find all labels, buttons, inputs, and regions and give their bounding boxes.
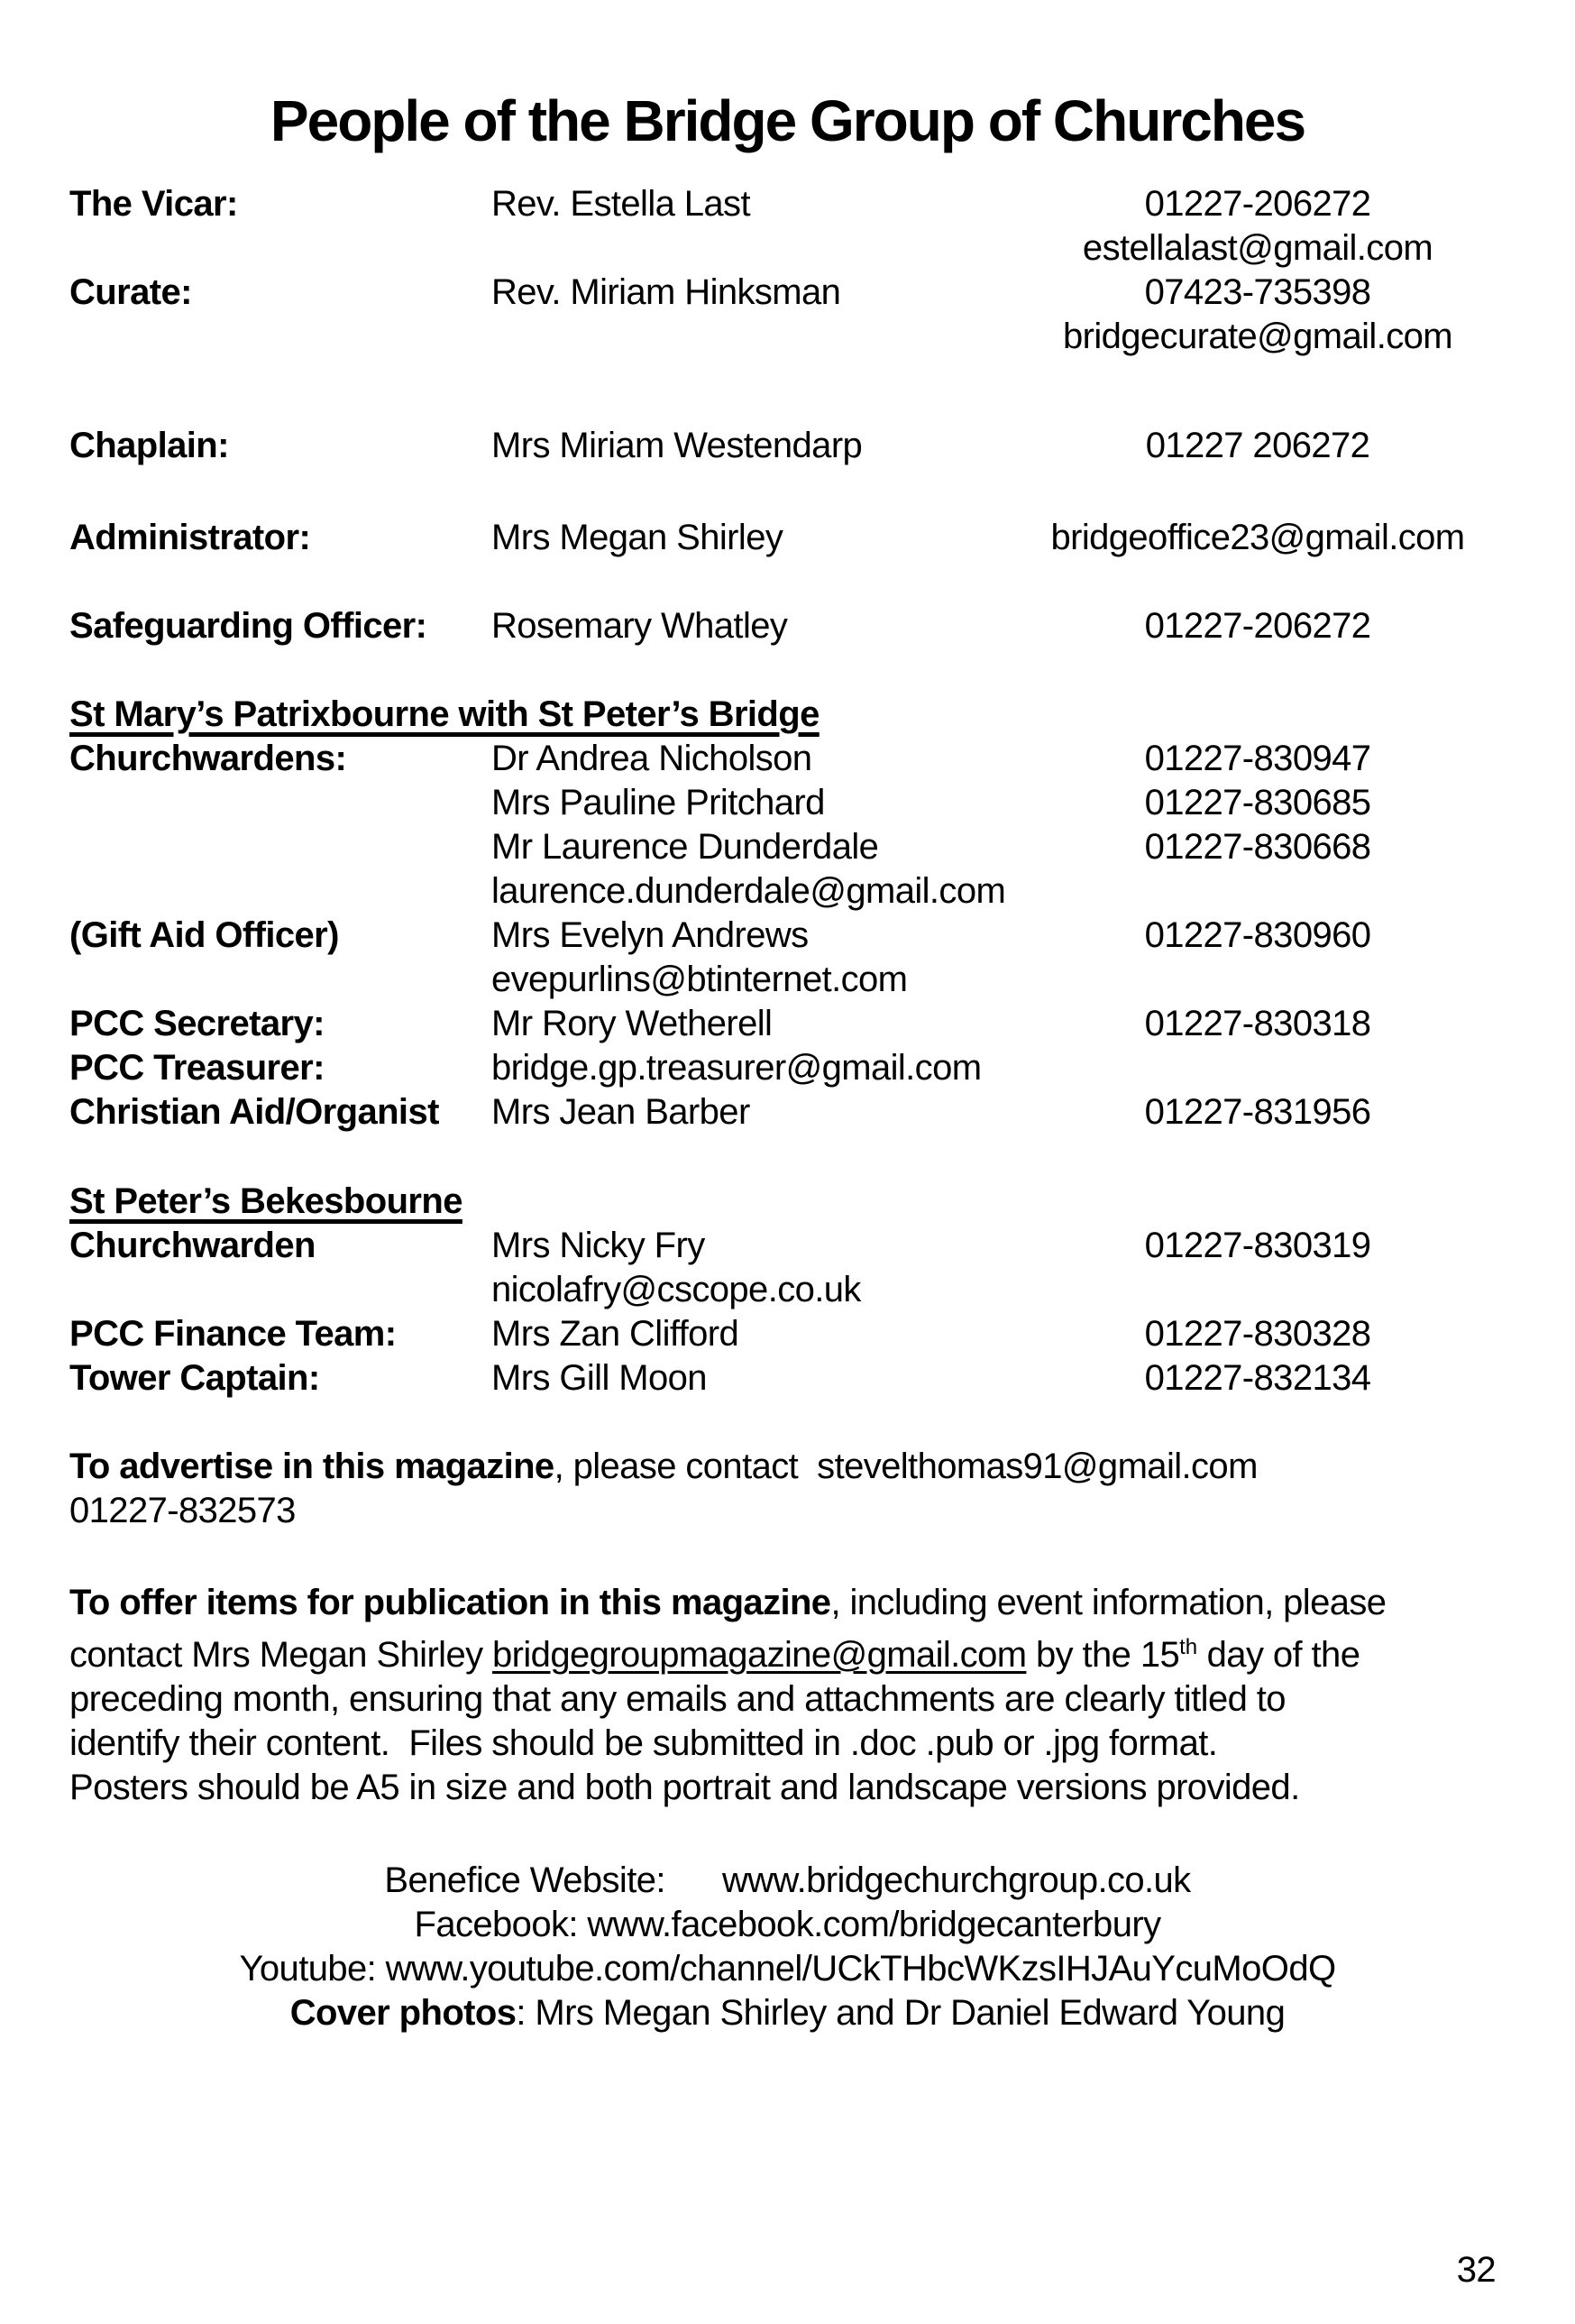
person-name: Mrs Evelyn Andrews: [491, 915, 809, 955]
page-title: People of the Bridge Group of Churches: [270, 88, 1305, 153]
role-label: [69, 226, 491, 271]
directory-row: [0, 825, 1575, 869]
contact-value: [1010, 958, 1506, 1002]
directory-row: [0, 516, 1575, 560]
person-name: Rosemary Whatley: [491, 606, 788, 646]
directory-row: [0, 1046, 1575, 1090]
directory-row: [0, 1356, 1575, 1401]
submission-segment: th: [1179, 1635, 1198, 1659]
contact-value: 01227-206272: [1144, 606, 1371, 646]
contact-value: 07423-735398: [1144, 272, 1371, 312]
contact-value: 01227-830947: [1144, 739, 1371, 778]
directory-row: [0, 424, 1575, 468]
directory-row: [0, 737, 1575, 781]
advertise-line: [69, 1445, 1506, 1489]
person-name: Rev. Estella Last: [491, 184, 750, 224]
section-heading: [69, 1180, 1506, 1224]
role-label: PCC Finance Team:: [69, 1314, 397, 1354]
submission-line: [69, 1625, 1506, 1677]
role-label: Chaplain:: [69, 426, 229, 465]
contact-value: 01227-830318: [1144, 1004, 1371, 1043]
contact-value: bridgecurate@gmail.com: [1062, 317, 1453, 356]
advertise-segment: To advertise in this magazine: [69, 1447, 554, 1486]
role-label: Safeguarding Officer:: [69, 606, 427, 646]
submission-line: [69, 1722, 1506, 1766]
role-label: Curate:: [69, 272, 192, 312]
submission-line: [69, 1581, 1506, 1625]
person-name: Rev. Miriam Hinksman: [491, 272, 841, 312]
submission-segment: bridgegroupmagazine@gmail.com: [492, 1635, 1027, 1675]
footer-segment: Facebook: www.facebook.com/bridgecanterbury: [414, 1905, 1161, 1944]
role-label: The Vicar:: [69, 184, 238, 224]
role-label: [69, 315, 491, 359]
person-name: Mrs Gill Moon: [491, 1358, 707, 1398]
directory-row: [0, 271, 1575, 315]
section-heading-text: St Mary’s Patrixbourne with St Peter’s Bridge: [69, 694, 820, 734]
magazine-page: [0, 87, 1575, 2324]
person-name: laurence.dunderdale@gmail.com: [491, 871, 1006, 911]
person-name: Mrs Megan Shirley: [491, 518, 783, 557]
contact-value: estellalast@gmail.com: [1082, 228, 1433, 268]
directory-row: [0, 1224, 1575, 1268]
role-label: [69, 825, 491, 869]
footer-line: [0, 1903, 1575, 1947]
advertise-note: [69, 1445, 1506, 1533]
submission-segment: , including event information, please: [830, 1583, 1387, 1622]
submission-note: [69, 1581, 1506, 1810]
directory-row: [0, 604, 1575, 648]
contact-value: 01227-832134: [1144, 1358, 1371, 1398]
role-label: (Gift Aid Officer): [69, 915, 339, 955]
directory-row: [0, 315, 1575, 359]
person-name: Mrs Nicky Fry: [491, 1226, 705, 1265]
submission-line: [69, 1766, 1506, 1810]
role-label: Administrator:: [69, 518, 311, 557]
role-label: [69, 1268, 491, 1312]
submission-segment: day of the: [1197, 1635, 1360, 1675]
advertise-line: [69, 1489, 1506, 1533]
role-label: [69, 781, 491, 825]
role-label: PCC Treasurer:: [69, 1048, 325, 1088]
submission-segment: identify their content. Files should be submitted in .doc .pub or .jpg format.: [69, 1723, 1218, 1763]
footer-segment: Cover photos: [289, 1993, 517, 2033]
footer-line: [0, 1859, 1575, 1903]
submission-segment: by the 15: [1026, 1635, 1180, 1675]
directory-row: [0, 1090, 1575, 1134]
advertise-segment: 01227-832573: [69, 1491, 296, 1530]
contact-value: 01227-831956: [1144, 1092, 1371, 1132]
section-heading: [69, 693, 1506, 737]
contact-value: 01227-830668: [1144, 827, 1371, 867]
submission-line: [69, 1677, 1506, 1722]
person-name: Mrs Zan Clifford: [491, 1314, 739, 1354]
contact-value: 01227-830319: [1144, 1226, 1371, 1265]
footer-segment: Youtube: www.youtube.com/channel/UCkTHbcWKzsIHJAuYcuMoOdQ: [239, 1949, 1336, 1989]
directory-row: [0, 781, 1575, 825]
contact-value: [1010, 1268, 1506, 1312]
person-name: Mrs Miriam Westendarp: [491, 426, 863, 465]
submission-segment: preceding month, ensuring that any emails and attachments are clearly titled to: [69, 1679, 1286, 1719]
section-heading-text: St Peter’s Bekesbourne: [69, 1181, 462, 1221]
submission-segment: Posters should be A5 in size and both portrait and landscape versions provided.: [69, 1768, 1300, 1807]
person-name: [491, 226, 1010, 271]
person-name: [491, 315, 1010, 359]
role-label: Churchwarden: [69, 1226, 316, 1265]
directory-row: [0, 914, 1575, 958]
directory-row: [0, 1312, 1575, 1356]
role-label: Churchwardens:: [69, 739, 347, 778]
person-name: Mr Laurence Dunderdale: [491, 827, 879, 867]
advertise-segment: , please contact stevelthomas91@gmail.com: [554, 1447, 1258, 1486]
role-label: [69, 869, 491, 914]
footer-line: [0, 1991, 1575, 2035]
contact-value: 01227-830960: [1144, 915, 1371, 955]
contact-value: 01227-830328: [1144, 1314, 1371, 1354]
person-name: bridge.gp.treasurer@gmail.com: [491, 1048, 982, 1088]
person-name: evepurlins@btinternet.com: [491, 960, 908, 999]
contact-value: [1010, 869, 1506, 914]
contact-value: 01227-206272: [1144, 184, 1371, 224]
directory-row: [0, 958, 1575, 1002]
footer-segment: : Mrs Megan Shirley and Dr Daniel Edward Young: [516, 1993, 1286, 2033]
person-name: Mrs Jean Barber: [491, 1092, 750, 1132]
page-number: 32: [1456, 2250, 1496, 2290]
directory-row: [0, 226, 1575, 271]
directory-row: [0, 869, 1575, 914]
directory-row: [0, 182, 1575, 226]
contact-directory: [0, 182, 1575, 1401]
directory-row: [0, 1002, 1575, 1046]
submission-segment: To offer items for publication in this magazine: [69, 1583, 831, 1622]
footer-line: [0, 1947, 1575, 1991]
person-name: Dr Andrea Nicholson: [491, 739, 812, 778]
footer-segment: Benefice Website: www.bridgechurchgroup.co.uk: [384, 1860, 1191, 1900]
contact-value: bridgeoffice23@gmail.com: [1050, 518, 1465, 557]
role-label: Christian Aid/Organist: [69, 1092, 439, 1132]
contact-value: 01227-830685: [1144, 783, 1371, 822]
role-label: PCC Secretary:: [69, 1004, 325, 1043]
directory-row: [0, 1268, 1575, 1312]
person-name: nicolafry@cscope.co.uk: [491, 1270, 861, 1309]
role-label: [69, 958, 491, 1002]
footer-links: [0, 1859, 1575, 2035]
contact-value: [1010, 1046, 1506, 1090]
role-label: Tower Captain:: [69, 1358, 320, 1398]
person-name: Mr Rory Wetherell: [491, 1004, 773, 1043]
person-name: Mrs Pauline Pritchard: [491, 783, 825, 822]
submission-segment: contact Mrs Megan Shirley: [69, 1635, 493, 1675]
contact-value: 01227 206272: [1145, 426, 1370, 465]
